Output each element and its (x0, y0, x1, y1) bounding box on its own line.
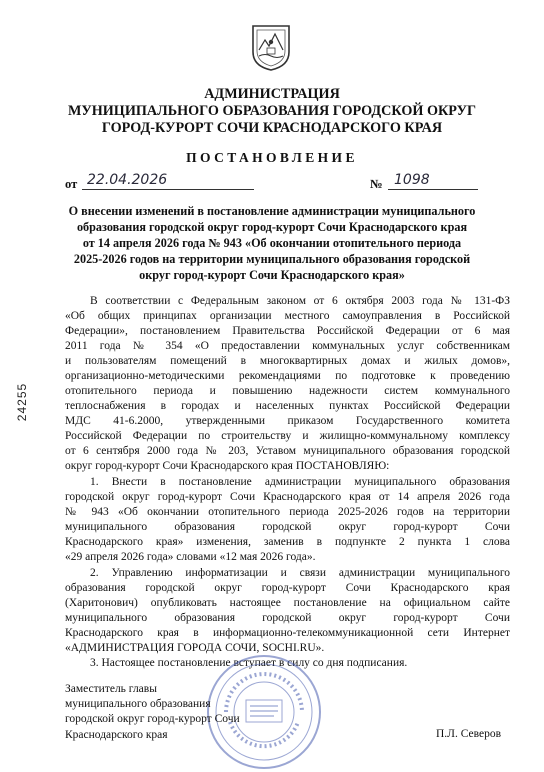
body-line: В соответствии с Федеральным законом от 6 октября 2003 года № 131-ФЗ (90, 295, 510, 307)
body-line: № 943 «Об окончании отопительного периода 2025-2026 годов на территории (65, 506, 510, 518)
body-line: МДС 41-6.2000, утвержденными приказом Государственного комитета (65, 415, 510, 427)
date-value-handwritten: 22.04.2026 (87, 172, 168, 188)
date-underline (82, 189, 254, 190)
document-type-title: ПОСТАНОВЛЕНИЕ (186, 150, 358, 165)
body-line: 3. Настоящее постановление вступает в силу со дня подписания. (90, 657, 408, 669)
subject-line: О внесении изменений в постановление администрации муниципального (68, 204, 476, 218)
body-line: округ город-курорт Сочи Краснодарского края ПОСТАНОВЛЯЮ: (65, 460, 390, 472)
signatory-position-line: городской округ город-курорт Сочи (65, 713, 240, 725)
registration-number-vertical: 24255 (15, 382, 29, 422)
signatory-position-line: Заместитель главы (65, 683, 157, 695)
body-line: Краснодарского края в информационно-телекоммуникационной сети Интернет (65, 627, 510, 639)
body-line: «АДМИНИСТРАЦИЯ ГОРОДА СОЧИ, SOCHI.RU». (65, 642, 325, 654)
body-line: организационно-методическими рекомендациями по подготовке к проведению (65, 370, 510, 382)
signatory-name: П.Л. Северов (436, 728, 502, 740)
number-underline (388, 189, 478, 190)
body-line: городской округ город-курорт Сочи Краснодарского края от 14 апреля 2026 года (65, 491, 510, 503)
body-line: Федерации», постановлением Правительства Российской Федерации от 6 мая (65, 325, 510, 337)
body-line: «29 апреля 2026 года» словами «12 мая 2026 года». (65, 551, 316, 563)
body-line: Российской Федерации по строительству и жилищно-коммунальному комплексу (65, 430, 510, 442)
body-line: 1. Внести в постановление администрации муниципального образования (90, 476, 510, 488)
header-line-administration: АДМИНИСТРАЦИЯ (204, 86, 340, 102)
number-label: № (370, 177, 383, 191)
coat-of-arms-emblem (249, 22, 293, 72)
body-line: образования городской округ город-курорт Сочи Краснодарского края (65, 582, 510, 594)
body-line: (Харитонович) опубликовать настоящее постановление на официальном сайте (65, 597, 510, 609)
date-label: от (65, 177, 78, 191)
subject-line: округ город-курорт Сочи Краснодарского края» (139, 268, 405, 282)
header-line-city: ГОРОД-КУРОРТ СОЧИ КРАСНОДАРСКОГО КРАЯ (101, 120, 443, 136)
body-line: от 6 сентября 2000 года № 203, Уставом муниципального образования городской (65, 445, 510, 457)
subject-line: 2025-2026 годов на территории муниципального образования городской (73, 252, 471, 266)
body-line: теплоснабжения в городах и населенных пунктах Российской Федерации (65, 400, 510, 412)
signatory-position-line: Краснодарского края (65, 729, 168, 741)
header-line-municipality: МУНИЦИПАЛЬНОГО ОБРАЗОВАНИЯ ГОРОДСКОЙ ОКРУГ (67, 103, 477, 119)
subject-line: от 14 апреля 2026 года № 943 «Об окончании отопительного периода (82, 236, 462, 250)
subject-line: образования городской округ город-курорт Сочи Краснодарского края (76, 220, 468, 234)
body-line: Краснодарского края» изменения, заменив в подпункте 2 пункта 1 слова (65, 536, 510, 548)
signatory-position-line: муниципального образования (65, 698, 211, 710)
body-line: отопительного периода и повышению надежности систем коммунального (65, 385, 510, 397)
body-line: 2011 года № 354 «О предоставлении коммунальных услуг собственникам (65, 340, 510, 352)
body-line: «Об общих принципах организации местного самоуправления в Российской (65, 310, 510, 322)
body-line: муниципального образования городской округ город-курорт Сочи (65, 521, 510, 533)
body-line: муниципального образования городской округ город-курорт Сочи (65, 612, 510, 624)
number-value-handwritten: 1098 (394, 172, 430, 188)
body-line: и пользователям помещений в многоквартирных домах и жилых домов», (65, 355, 510, 367)
body-line: 2. Управлению информатизации и связи администрации муниципального (90, 567, 510, 579)
